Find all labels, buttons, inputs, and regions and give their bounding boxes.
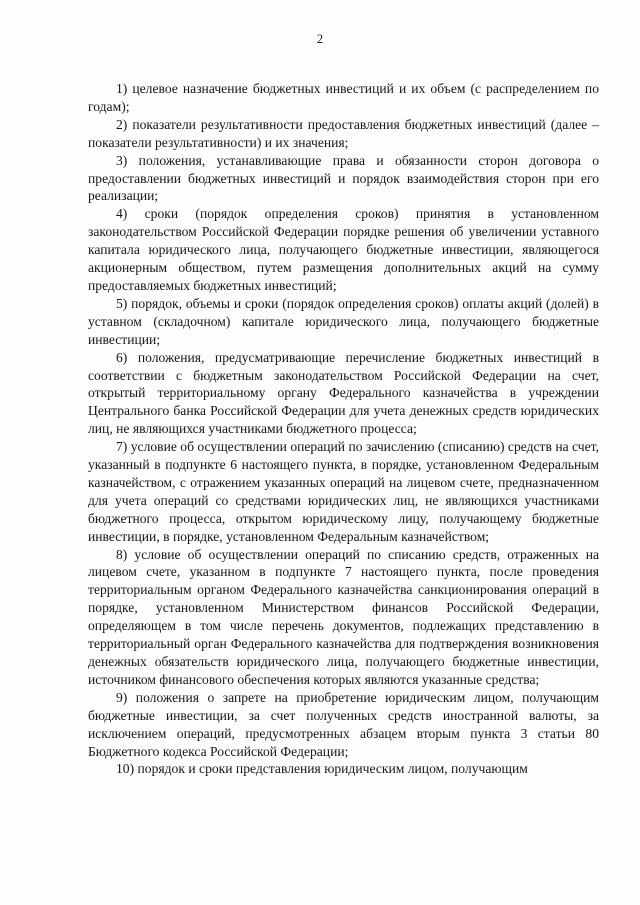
list-item: 9) положения о запрете на приобретение юридическим лицом, получающим бюджетные инвестиции, за счет полученных средств иностранной валюты, за исключением операций, предусмотренных абзацем вторым пункта 3 статьи 80 Бюджетного кодекса Российской Федерации; <box>88 689 599 759</box>
list-item: 5) порядок, объемы и сроки (порядок определения сроков) оплаты акций (долей) в уставном (складочном) капитале юридического лица, получающего бюджетные инвестиции; <box>88 295 599 347</box>
list-item: 7) условие об осуществлении операций по зачислению (списанию) средств на счет, указанный в подпункте 6 настоящего пункта, в порядке, установленном Федеральным казначейством, с отражением указанных операций на лицевом счете, предназначенном для учета операций со средствами юридических лиц, не являющихся участниками бюджетного процесса, открытом юридическому лицу, получающему бюджетные инвестиции, в порядке, установленном Федеральным казначейством; <box>88 439 599 544</box>
list-item: 8) условие об осуществлении операций по списанию средств, отраженных на лицевом счете, указанном в подпункте 7 настоящего пункта, после проведения территориальным органом Федерального казначейства санкционирования операций в порядке, установленном Министерством финансов Российской Федерации, определяющем в том числе перечень документов, подлежащих представлению в территориальный орган Федерального казначейства для подтверждения возникновения денежных обязательств юридического лица, получающего бюджетные инвестиции, источником финансового обеспечения которых являются указанные средства; <box>88 546 599 687</box>
list-item: 4) сроки (порядок определения сроков) принятия в установленном законодательством Российской Федерации порядке решения об увеличении уставного капитала юридического лица, получающего бюджетные инвестиции, являющегося акционерным обществом, путем размещения дополнительных акций на сумму предоставляемых бюджетных инвестиций; <box>88 206 599 293</box>
page-number: 2 <box>316 32 324 46</box>
list-item: 10) порядок и сроки представления юридическим лицом, получающим <box>116 761 528 777</box>
list-item: 6) положения, предусматривающие перечисление бюджетных инвестиций в соответствии с бюджетным законодательством Российской Федерации на счет, открытый территориальному органу Федерального казначейства в учреждении Центрального банка Российской Федерации для учета денежных средств юридических лиц, не являющихся участниками бюджетного процесса; <box>88 349 599 437</box>
list-item: 3) положения, устанавливающие права и обязанности сторон договора о предоставлении бюджетных инвестиций и порядок взаимодействия сторон при его реализации; <box>88 152 599 204</box>
document-body <box>88 80 599 778</box>
list-item: 1) целевое назначение бюджетных инвестиций и их объем (с распределением по годам); <box>88 81 599 114</box>
list-item: 2) показатели результативности предоставления бюджетных инвестиций (далее – показатели результативности) и их значения; <box>88 116 599 150</box>
